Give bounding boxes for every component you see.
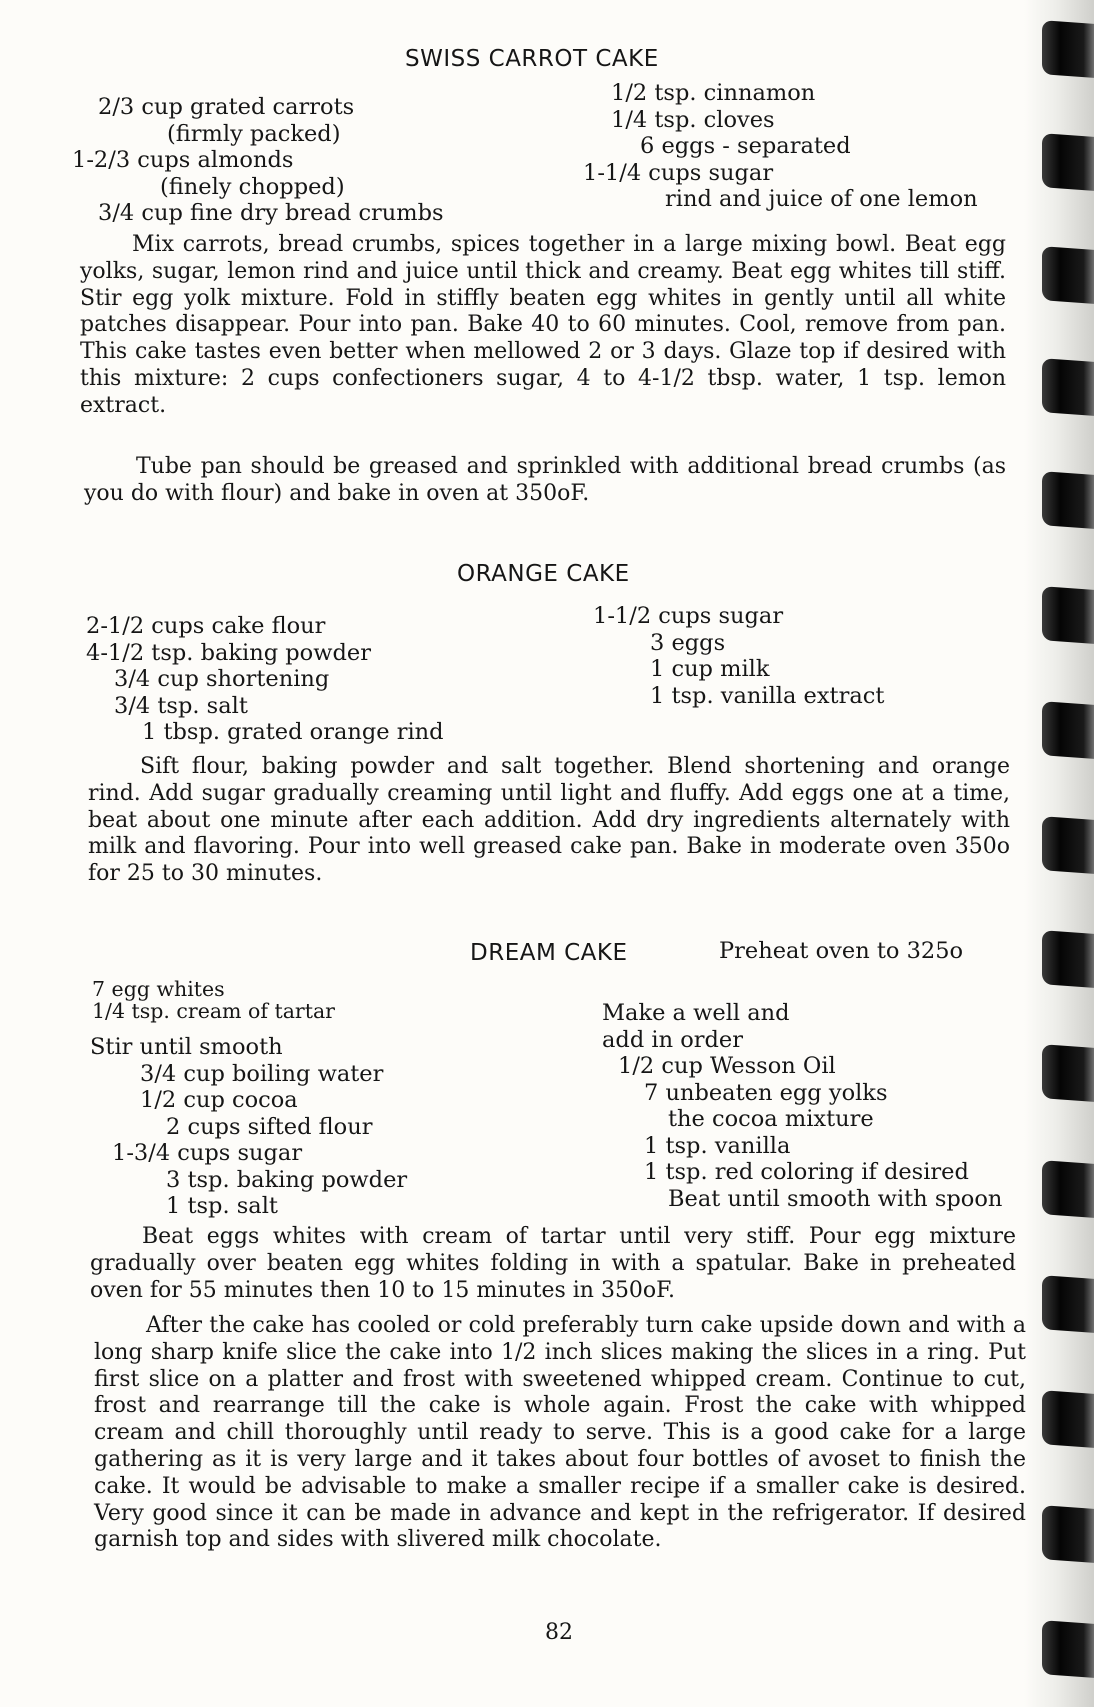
- binding-ring: [1042, 930, 1094, 988]
- ingredient-line: rind and juice of one lemon: [665, 186, 978, 212]
- binding-ring: [1042, 1620, 1094, 1678]
- binding-ring: [1042, 1044, 1094, 1102]
- ingredient-line: 1-3/4 cups sugar: [112, 1140, 303, 1166]
- ingredient-line: 6 eggs - separated: [640, 133, 851, 159]
- ingredient-line: 3 tsp. baking powder: [166, 1166, 408, 1193]
- binding-ring: [1042, 1275, 1094, 1333]
- ingredient-line: (firmly packed): [167, 120, 341, 147]
- binding-ring: [1042, 1160, 1094, 1218]
- serving-dream: After the cake has cooled or cold preferably turn cake upside down and with a long sharp knife slice the cake into 1/2 inch slices making the slices in a ring. Put first slice on a platter and frost with sweetened whipped cream. Continue to cut, frost and rearrange till the cake is whole again. Frost the cake with whipped cream and chill thoroughly until ready to serve. This is a good cake for a large gathering as it is very large and it takes about four bottles of avoset to finish the cake. It would be advisable to make a smaller recipe if a smaller cake is desired. Very good since it can be made in advance and kept in the refrigerator. If desired garnish top and sides with slivered milk chocolate.: [94, 1313, 1026, 1553]
- ingredient-line: 4-1/2 tsp. baking powder: [86, 639, 371, 666]
- binding-ring: [1042, 701, 1094, 759]
- ingredient-line: 2/3 cup grated carrots: [98, 94, 355, 120]
- ingredient-line: 1/2 tsp. cinnamon: [611, 80, 816, 106]
- binding-ring: [1042, 586, 1094, 644]
- ingredient-line: 1-1/4 cups sugar: [583, 159, 774, 186]
- ingredient-line: (finely chopped): [160, 173, 345, 200]
- ingredient-line: 3 eggs: [650, 629, 726, 656]
- ingredient-line: 7 unbeaten egg yolks: [644, 1079, 888, 1106]
- ingredient-line: 1-2/3 cups almonds: [72, 147, 294, 173]
- ingredient-line: Make a well and: [602, 1000, 790, 1026]
- binding-ring: [1042, 133, 1094, 191]
- ingredient-line: add in order: [602, 1026, 743, 1053]
- ingredient-line: 1 cup milk: [650, 656, 770, 682]
- ingredient-line: 2 cups sifted flour: [166, 1113, 373, 1140]
- directions-swiss: Mix carrots, bread crumbs, spices together in a large mixing bowl. Beat egg yolks, sugar, lemon rind and juice until thick and creamy. Beat egg whites till stiff. Stir egg yolk mixture. Fold in stiffly beaten egg whites in gently until all white patches disappear. Pour into pan. Bake 40 to 60 minutes. Cool, remove from pan. This cake tastes even better when mellowed 2 or 3 days. Glaze top if desired with this mixture: 2 cups confectioners sugar, 4 to 4-1/2 tbsp. water, 1 tsp. lemon extract.: [80, 232, 1006, 418]
- ingredient-line: the cocoa mixture: [668, 1106, 874, 1132]
- ingredients-top-dream: [92, 978, 335, 1022]
- directions-dream: Beat eggs whites with cream of tartar until very stiff. Pour egg mixture gradually over beaten egg whites folding in with a spatular. Bake in preheated oven for 55 minutes then 10 to 15 minutes in 350oF.: [90, 1224, 1016, 1303]
- ingredient-line: 1/2 cup Wesson Oil: [618, 1053, 836, 1079]
- page-number: 82: [545, 1620, 573, 1645]
- ingredient-line: 3/4 cup shortening: [114, 666, 330, 692]
- ingredient-line: 1/2 cup cocoa: [140, 1087, 298, 1113]
- ingredient-line: 2-1/2 cups cake flour: [86, 613, 326, 639]
- ingredient-line: 1-1/2 cups sugar: [593, 603, 784, 629]
- ingredient-line: 1/4 tsp. cream of tartar: [92, 999, 335, 1023]
- ingredient-line: Stir until smooth: [90, 1034, 283, 1060]
- ingredient-line: 3/4 cup fine dry bread crumbs: [98, 200, 444, 226]
- note-swiss: Tube pan should be greased and sprinkled with additional bread crumbs (as you do with flour) and bake in oven at 350oF.: [84, 454, 1006, 506]
- recipe-title-swiss-carrot-cake: SWISS CARROT CAKE: [405, 46, 659, 72]
- ingredient-line: 1/4 tsp. cloves: [611, 106, 775, 133]
- recipe-title-orange-cake: ORANGE CAKE: [457, 561, 630, 587]
- ingredient-line: 1 tsp. salt: [166, 1193, 278, 1219]
- ingredient-line: Beat until smooth with spoon: [668, 1185, 1003, 1212]
- ingredient-line: 1 tsp. vanilla extract: [650, 682, 885, 709]
- binding-ring: [1042, 246, 1094, 304]
- directions-orange: Sift flour, baking powder and salt together. Blend shortening and orange rind. Add sugar gradually creaming until light and fluffy. Add eggs one at a time, beat about one minute after each addition. Add dry ingredients alternately with milk and flavoring. Pour into well greased cake pan. Bake in moderate oven 350o for 25 to 30 minutes.: [88, 754, 1010, 887]
- binding-ring: [1042, 1505, 1094, 1563]
- recipe-title-dream-cake: DREAM CAKE: [470, 940, 628, 966]
- ingredients-left-swiss: [72, 94, 444, 227]
- binding-ring: [1042, 1390, 1094, 1448]
- ingredient-line: 3/4 cup boiling water: [140, 1060, 384, 1087]
- binding-ring: [1042, 358, 1094, 416]
- spiral-binding: [1024, 0, 1094, 1707]
- ingredient-line: 1 tsp. vanilla: [644, 1132, 791, 1159]
- ingredient-line: 7 egg whites: [92, 977, 225, 1001]
- binding-ring: [1042, 20, 1094, 78]
- ingredients-left-dream: [90, 1034, 407, 1220]
- ingredients-right-orange: [593, 603, 884, 709]
- ingredients-right-swiss: [583, 80, 978, 213]
- ingredient-line: 1 tsp. red coloring if desired: [644, 1159, 969, 1185]
- ingredient-line: 3/4 tsp. salt: [114, 692, 248, 719]
- binding-ring: [1042, 471, 1094, 529]
- binding-ring: [1042, 816, 1094, 874]
- ingredients-right-dream: [602, 1000, 1002, 1212]
- ingredient-line: 1 tbsp. grated orange rind: [142, 719, 444, 745]
- ingredients-left-orange: [86, 613, 444, 746]
- preheat-note: Preheat oven to 325o: [719, 938, 964, 964]
